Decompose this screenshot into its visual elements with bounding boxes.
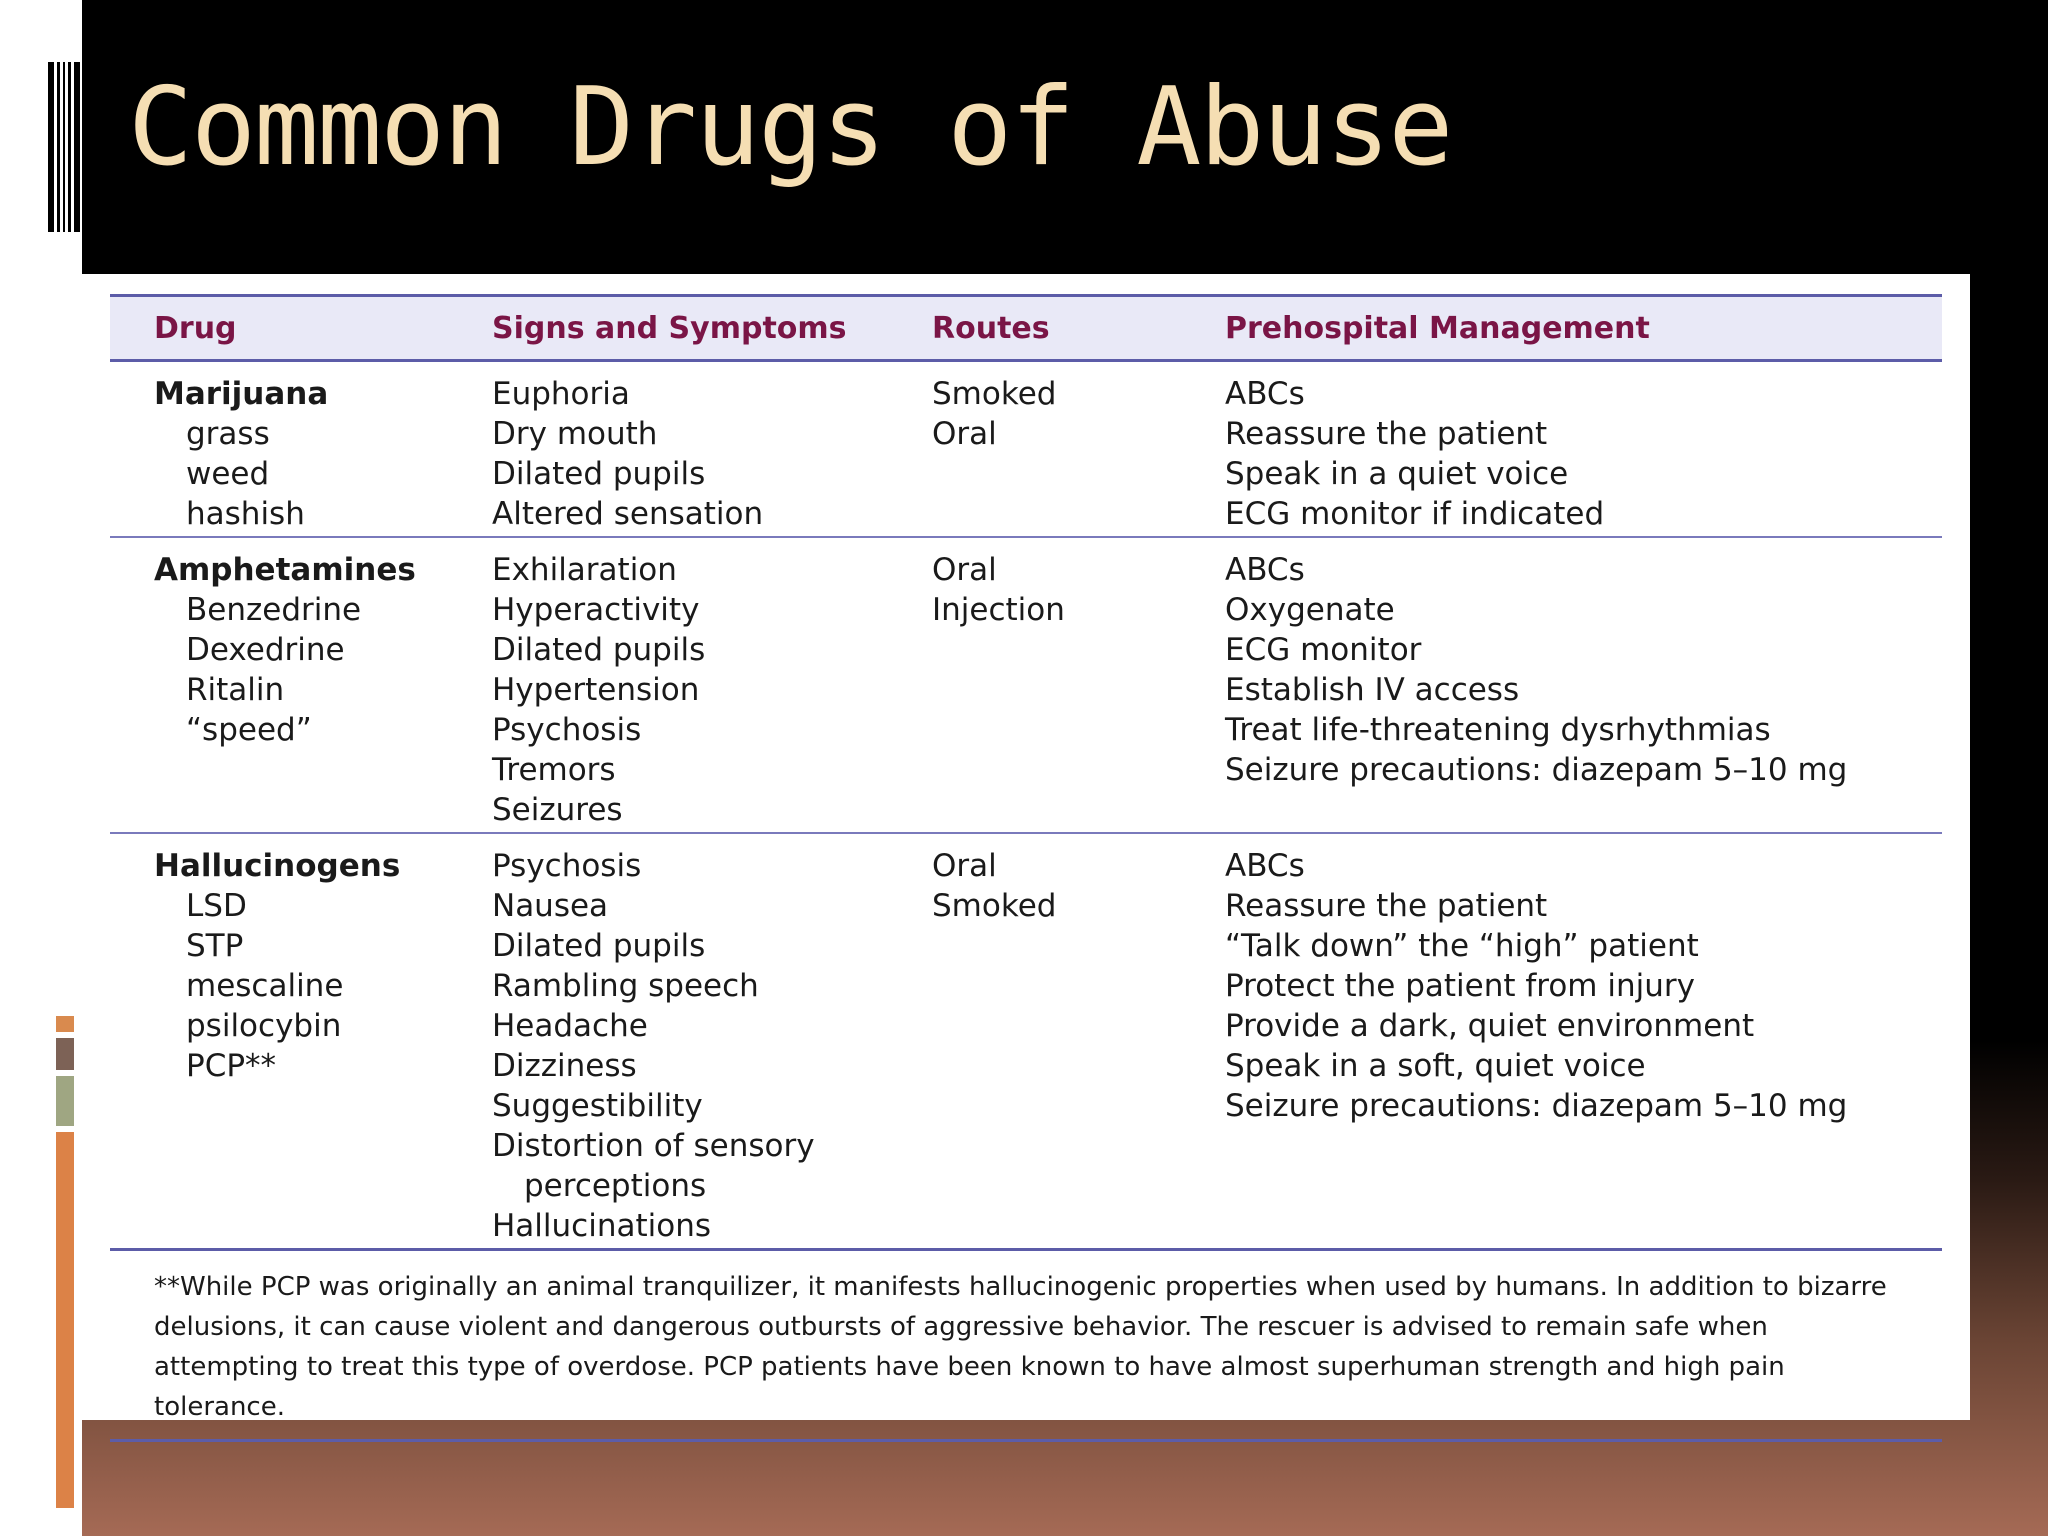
management-item: ABCs <box>1225 552 1305 588</box>
sign-item: Headache <box>492 1008 648 1044</box>
route-item: Oral <box>932 848 997 884</box>
route-item: Injection <box>932 592 1065 628</box>
drug-alias: STP <box>186 928 244 964</box>
drug-alias: mescaline <box>186 968 344 1004</box>
column-header-signs: Signs and Symptoms <box>492 296 932 361</box>
sign-item: Hyperactivity <box>492 592 700 628</box>
management-item: Provide a dark, quiet environment <box>1225 1008 1755 1044</box>
sign-item: Dilated pupils <box>492 632 706 668</box>
management-item: Seizure precautions: diazepam 5–10 mg <box>1225 752 1848 788</box>
drug-alias: Benzedrine <box>186 592 362 628</box>
drug-alias: Ritalin <box>186 672 285 708</box>
management-item: Reassure the patient <box>1225 416 1548 452</box>
table-row-hallucinogens <box>110 833 1942 1250</box>
sign-item: Hypertension <box>492 672 700 708</box>
management-item: Establish IV access <box>1225 672 1520 708</box>
management-item: ECG monitor if indicated <box>1225 496 1605 532</box>
drug-name: Marijuana <box>154 376 329 412</box>
accent-bar-orange-top <box>56 1016 74 1032</box>
management-item: ABCs <box>1225 848 1305 884</box>
drug-name: Hallucinogens <box>154 848 401 884</box>
table-footnote-row <box>110 1250 1942 1441</box>
column-header-management: Prehospital Management <box>1225 296 1942 361</box>
management-item: ECG monitor <box>1225 632 1422 668</box>
sign-item: Dilated pupils <box>492 456 706 492</box>
drug-name: Amphetamines <box>154 552 416 588</box>
table-footnote: **While PCP was originally an animal tranquilizer, it manifests hallucinogenic properties when used by humans. In addition to bizarre delusions, it can cause violent and dangerous outbursts of aggressive behavior. The rescuer is advised to remain safe when attempting to treat this type of overdose. PCP patients have been known to have almost superhuman strength and high pain tolerance. <box>110 1250 1942 1441</box>
sign-item: Distortion of sensory <box>492 1128 815 1164</box>
sign-item: Euphoria <box>492 376 630 412</box>
signs-cell <box>492 833 932 1250</box>
slide-title: Common Drugs of Abuse <box>128 65 1452 190</box>
management-item: Speak in a quiet voice <box>1225 456 1569 492</box>
drug-cell <box>110 361 492 538</box>
management-cell <box>1225 833 1942 1250</box>
sign-item: Psychosis <box>492 712 642 748</box>
drug-alias: hashish <box>186 496 305 532</box>
sign-item: Altered sensation <box>492 496 764 532</box>
column-header-drug: Drug <box>110 296 492 361</box>
accent-bar-brown <box>56 1038 74 1070</box>
management-cell <box>1225 537 1942 833</box>
sign-item: Tremors <box>492 752 616 788</box>
column-header-routes: Routes <box>932 296 1225 361</box>
routes-cell <box>932 361 1225 538</box>
route-item: Smoked <box>932 376 1057 412</box>
sign-item: Dizziness <box>492 1048 637 1084</box>
route-item: Oral <box>932 416 997 452</box>
management-item: Protect the patient from injury <box>1225 968 1695 1004</box>
sign-item: perceptions <box>524 1168 707 1204</box>
drug-cell <box>110 537 492 833</box>
signs-cell <box>492 361 932 538</box>
management-item: Seizure precautions: diazepam 5–10 mg <box>1225 1088 1848 1124</box>
drug-alias: weed <box>186 456 270 492</box>
drug-alias: LSD <box>186 888 247 924</box>
sign-item: Nausea <box>492 888 609 924</box>
management-item: “Talk down” the “high” patient <box>1225 928 1699 964</box>
routes-cell <box>932 833 1225 1250</box>
management-item: ABCs <box>1225 376 1305 412</box>
drug-alias: psilocybin <box>186 1008 342 1044</box>
sign-item: Exhilaration <box>492 552 677 588</box>
drug-alias: grass <box>186 416 270 452</box>
management-item: Speak in a soft, quiet voice <box>1225 1048 1646 1084</box>
drug-alias: PCP** <box>186 1048 277 1084</box>
management-item: Treat life-threatening dysrhythmias <box>1225 712 1771 748</box>
decorative-stripes <box>48 62 80 232</box>
sign-item: Hallucinations <box>492 1208 712 1244</box>
drug-table-panel <box>82 274 1970 1420</box>
sign-item: Seizures <box>492 792 623 828</box>
table-row-marijuana <box>110 361 1942 538</box>
signs-cell <box>492 537 932 833</box>
drug-table <box>110 294 1942 1442</box>
table-row-amphetamines <box>110 537 1942 833</box>
management-item: Reassure the patient <box>1225 888 1548 924</box>
accent-bar-orange <box>56 1132 74 1508</box>
accent-bar-green <box>56 1076 74 1126</box>
drug-alias: Dexedrine <box>186 632 345 668</box>
route-item: Oral <box>932 552 997 588</box>
drug-alias: “speed” <box>186 712 312 748</box>
sign-item: Dry mouth <box>492 416 658 452</box>
table-header-row <box>110 296 1942 361</box>
sign-item: Psychosis <box>492 848 642 884</box>
management-item: Oxygenate <box>1225 592 1395 628</box>
routes-cell <box>932 537 1225 833</box>
drug-cell <box>110 833 492 1250</box>
route-item: Smoked <box>932 888 1057 924</box>
sign-item: Dilated pupils <box>492 928 706 964</box>
management-cell <box>1225 361 1942 538</box>
sign-item: Suggestibility <box>492 1088 703 1124</box>
sign-item: Rambling speech <box>492 968 759 1004</box>
